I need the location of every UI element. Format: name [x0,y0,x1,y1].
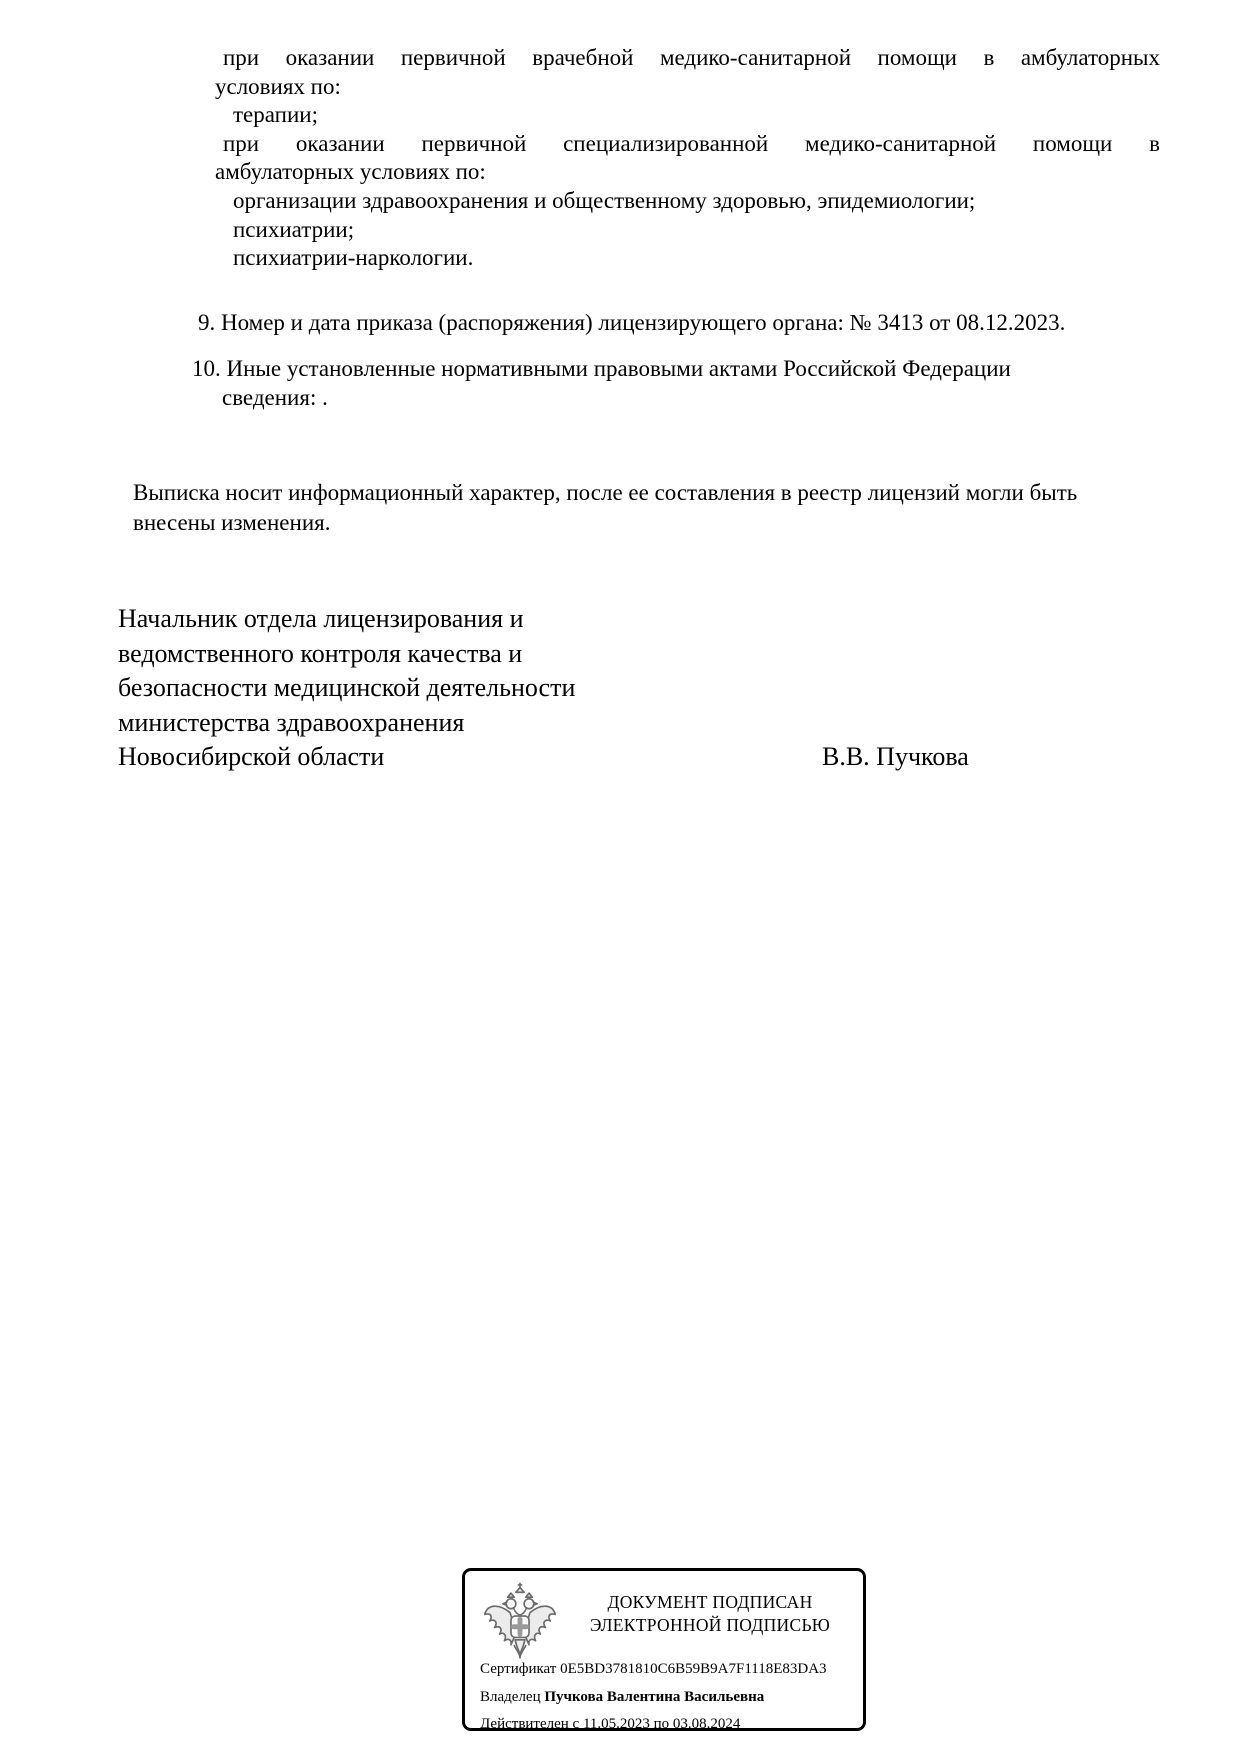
signer-position-line: Новосибирской области [118,742,385,771]
signer-name: В.В. Пучкова [822,742,969,771]
other-information-item [192,354,1182,412]
note-line: внесены изменения. [133,509,331,535]
activity-line: амбулаторных условиях по: [215,159,486,185]
activity-line: организации здравоохранения и общественному здоровью, эпидемиологии; [233,187,976,213]
stamp-title [567,1591,853,1637]
informational-note [133,478,1163,537]
note-line: Выписка носит информационный характер, после ее составления в реестр лицензий могли быть [133,480,1078,505]
activity-line: условиях по: [215,73,341,99]
other-information-line: 10. Иные установленные нормативными правовыми актами Российской Федерации [192,356,1011,381]
signer-position-line: ведомственного контроля качества и [118,638,523,668]
signer-position-line: министерства здравоохранения [118,707,465,737]
activity-line: при оказании первичной врачебной медико-санитарной помощи в амбулаторных [223,45,1160,70]
certificate-label: Сертификат [480,1661,557,1677]
other-information-line: сведения: . [222,385,328,410]
activity-line: психиатрии; [233,216,355,242]
stamp-info [480,1656,855,1739]
owner-name: Пучкова Валентина Васильевна [544,1688,765,1705]
order-number-item: 9. Номер и дата приказа (распоряжения) лицензирующего органа: № 3413 от 08.12.2023. [198,310,1066,335]
certificate-value: 0E5BD3781810C6B59B9A7F1118E83DA3 [560,1661,827,1677]
signer-position-line: Начальник отдела лицензирования и [118,604,524,633]
owner-label: Владелец [480,1688,541,1705]
validity-row: Действителен с 11.05.2023 по 03.08.2024 [480,1716,741,1732]
activity-line: психиатрии-наркологии. [233,245,474,271]
stamp-title-line: ДОКУМЕНТ ПОДПИСАН [607,1592,813,1612]
owner-row [480,1684,855,1712]
signer-position-block [118,602,838,775]
signer-position-line: безопасности медицинской деятельности [118,673,576,702]
double-headed-eagle-icon [479,1581,561,1661]
stamp-title-line: ЭЛЕКТРОННОЙ ПОДПИСЬЮ [589,1615,831,1635]
electronic-signature-stamp [462,1568,866,1731]
activity-line: терапии; [233,102,318,128]
activity-line: при оказании первичной специализированной медико-санитарной помощи в [223,130,1160,156]
licensed-activities-block [215,44,1160,273]
certificate-row [480,1656,855,1684]
